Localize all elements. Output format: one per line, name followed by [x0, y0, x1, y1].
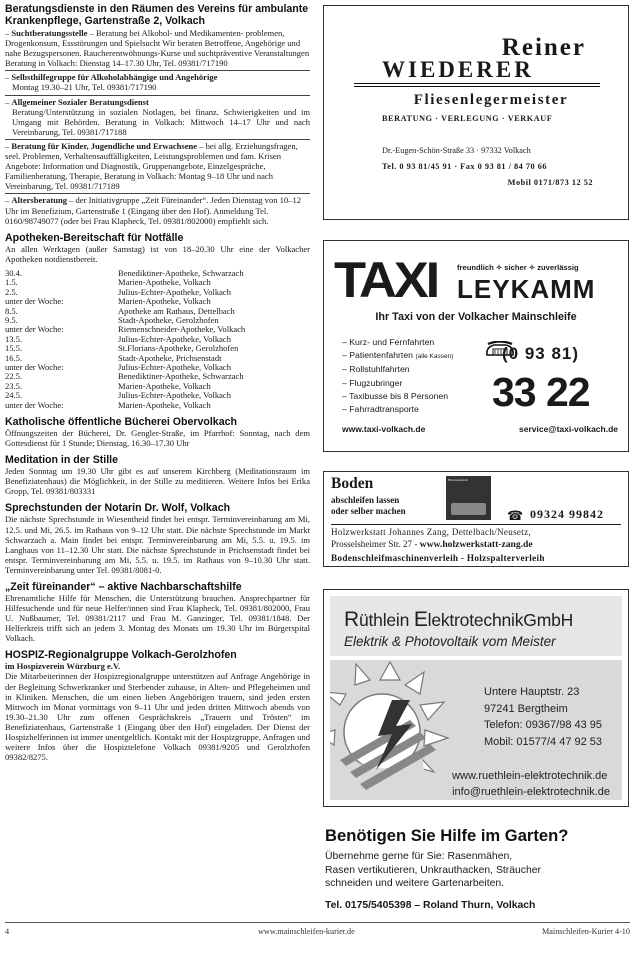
divider: [5, 95, 310, 96]
ad-wiederer: [323, 5, 629, 220]
divider: [354, 83, 600, 84]
ad-name-first: Reiner: [501, 34, 586, 61]
list-item: – Suchtberatungsstelle – Beratung bei Alkohol- und Medikamenten- problemen, Drogenkonsum, Essstörungen und Spielsucht Wir beraten Betroffene, Angehörige und nahe Bezugspersonen. Raucherentwöhnungs-Kurse und suchtpräventive Veranstaltungen Beratung in Volkach: Dienstag 14–17.30 Uhr, Tel. 09381/717190: [5, 28, 310, 69]
taxi-claim: freundlich ✧ sicher ✧ zuverlässig: [457, 263, 579, 272]
pharmacy-name: Julius-Echter-Apotheke, Volkach: [118, 361, 231, 372]
pharmacy-name: Riemenschneider-Apotheke, Volkach: [118, 324, 246, 335]
list-item: – Selbsthilfegruppe für Alkoholabhängige und Angehörige Montag 19.30–21 Uhr, Tel. 09381/717190: [5, 72, 218, 93]
list-item: – Rollstuhlfahrten: [342, 363, 453, 376]
ad-header: [330, 596, 622, 656]
pharmacy-name: Benediktiner-Apotheke, Schwarzach: [118, 371, 244, 382]
pharmacy-date: 13.5.: [5, 333, 23, 344]
ad-mobile: Mobil 0171/873 12 52: [507, 178, 593, 187]
pharmacy-name: Marien-Apotheke, Volkach: [118, 380, 211, 391]
paragraph: Jeden Sonntag um 19.30 Uhr gibt es auf unserem Kirchberg (Meditationsraum im Benefiziatenhaus) die Möglichkeit, in der Stille zu meditieren. Weitere Infos bei Erika Gropp, Tel. 09381/803331: [5, 466, 310, 497]
pharmacy-name: Apotheke am Rathaus, Dettelbach: [118, 305, 235, 316]
pharmacy-date: 22.5.: [5, 371, 23, 382]
pharmacy-date: 24.5.: [5, 390, 23, 401]
pharmacy-name: Marien-Apotheke, Volkach: [118, 296, 211, 307]
ad-phone: Tel. 0 93 81/45 91 · Fax 0 93 81 / 84 70 66: [382, 162, 548, 171]
list-item: – Fahrradtransporte: [342, 403, 453, 416]
list-item: – Patientenfahrten (alle Kassen): [342, 349, 453, 363]
company-address: Untere Hauptstr. 23 97241 Bergtheim Telefon: 09367/98 43 95 Mobil: 01577/4 47 92 53: [484, 686, 603, 748]
ad-trade: Fliesenlegermeister: [413, 92, 569, 108]
pharmacy-name: Marien-Apotheke, Volkach: [118, 277, 211, 288]
pharmacy-name: Stadt-Apotheke, Prichsenstadt: [118, 352, 222, 363]
ad-services: BERATUNG · VERLEGUNG · VERKAUF: [382, 114, 553, 123]
ad-body: [330, 660, 622, 800]
section-heading-beratung: Beratungsdienste in den Räumen des Vereins für ambulante Krankenpflege, Gartenstraße 2, Volkach: [5, 3, 309, 27]
pharmacy-date: 23.5.: [5, 380, 23, 391]
section-heading-apotheken: Apotheken-Bereitschaft für Notfälle: [5, 231, 184, 244]
ad-name-last: WIEDERER: [382, 57, 534, 82]
section-heading-notarin: Sprechstunden der Notarin Dr. Wolf, Volkach: [5, 502, 231, 515]
list-item: – Kurz- und Fernfahrten: [342, 336, 453, 349]
divider: [5, 922, 630, 923]
section-heading-zeit-fureinander: „Zeit füreinander“ – aktive Nachbarschaftshilfe: [5, 581, 242, 593]
footer-issue: Mainschleifen-Kurier 4-10: [542, 927, 630, 936]
taxi-logo: TAXI: [334, 252, 438, 308]
left-column: [5, 3, 310, 762]
pharmacy-date: unter der Woche:: [5, 361, 64, 372]
list-item: – Allgemeiner Sozialer Beratungsdienst Beratung/Unterstützung in sozialen Notlagen, bei finanz. Schwierigkeiten und im Umgang mit Behörden. Beratung in Volkach: Mittwoch 14–17 Uhr und nach Vereinbarung, Tel. 09381/717188: [5, 96, 310, 137]
pharmacy-name: Julius-Echter-Apotheke, Volkach: [118, 390, 231, 401]
pharmacy-date: unter der Woche:: [5, 399, 64, 410]
pharmacy-date: unter der Woche:: [5, 296, 64, 307]
pharmacy-name: Julius-Echter-Apotheke, Volkach: [118, 286, 231, 297]
ad-phone: Tel. 0175/5405398 – Roland Thurn, Volkach: [325, 899, 536, 911]
pharmacy-table: [5, 269, 310, 410]
ad-subtitle: abschleifen lassen oder selber machen: [331, 495, 406, 516]
footer-url: www.mainschleifen-kurier.de: [258, 927, 355, 936]
company-tagline: Elektrik & Photovoltaik vom Meister: [344, 634, 556, 649]
phone-icon: ☎: [507, 508, 524, 523]
list-item: – Flugzubringer: [342, 377, 453, 390]
section-subtitle: im Hospizverein Würzburg e.V.: [5, 661, 121, 672]
pharmacy-date: 1.5.: [5, 277, 18, 288]
ad-phone: 09324 99842: [530, 507, 604, 521]
taxi-website: www.taxi-volkach.de: [342, 424, 426, 434]
floor-sander-image: Holzwerkstatt: [446, 476, 491, 520]
pharmacy-name: St.Florians-Apotheke, Gerolzhofen: [118, 343, 239, 354]
ad-footer: Bodenschleifmaschinenverleih - Holzspalterverleih: [331, 553, 545, 563]
pharmacy-date: 2.5.: [5, 286, 18, 297]
ad-title: Boden: [331, 475, 374, 492]
divider: [331, 524, 621, 525]
ad-boden: [323, 471, 629, 567]
divider: [5, 70, 310, 71]
pharmacy-date: unter der Woche:: [5, 324, 64, 335]
divider: [5, 193, 310, 194]
taxi-phone-prefix: (0 93 81): [502, 344, 580, 363]
taxi-service-list: [342, 336, 453, 416]
section-heading-buecherei: Katholische öffentliche Bücherei Obervolkach: [5, 415, 237, 428]
section-heading-meditation: Meditation in der Stille: [5, 454, 119, 467]
section-heading-hospiz: HOSPIZ-Regionalgruppe Volkach-Gerolzhofen: [5, 649, 237, 662]
pharmacy-name: Benediktiner-Apotheke, Schwarzach: [118, 267, 244, 278]
table-row: [5, 401, 310, 410]
company-contact: www.ruethlein-elektrotechnik.de info@ruethlein-elektrotechnik.de: [452, 770, 610, 798]
ad-body: Übernehme gerne für Sie: Rasenmähen, Rasen vertikutieren, Unkrauthacken, Sträucher schneiden und weitere Gartenarbeiten.: [325, 851, 542, 889]
list-item: – Altersberatung – der Initiativgruppe „Zeit Füreinander“. Jeden Dienstag von 10–12 Uhr im Benefizium, Gartenstraße 1 (Eingang über den Hof). Anmeldung Tel. 0160/98749077 (oder bei Frau Klapheck, Tel. 09381/802000) empfiehlt sich.: [5, 195, 301, 226]
company-name: Rüthlein ElektrotechnikGmbH: [344, 608, 574, 631]
pharmacy-name: Marien-Apotheke, Volkach: [118, 399, 211, 410]
paragraph: Öffnungszeiten der Bücherei, Dr. Gengler-Straße, im Pfarrhof: Sonntag, nach dem Gottesdienst für 1 Stunde; Dienstag, 16.30–17.30 Uhr: [5, 427, 310, 449]
ad-taxi: [323, 240, 629, 452]
list-item: – Beratung für Kinder, Jugendliche und Erwachsene – bei allg. Erziehungsfragen, seel. Problemen, Verhaltensauffälligkeiten, Leistungsproblemen und fam. Krisen Angebote: Information und Diagnostik, Gruppenangebote, Einzelgespräche, Familienberatung, Therapie, Beratung in Volkach: Montag 9–18 Uhr und nach Vereinbarung, Tel. 09381/717189: [5, 140, 298, 192]
ad-title: Benötigen Sie Hilfe im Garten?: [325, 826, 569, 845]
ad-address: Dr.-Eugen-Schön-Straße 33 · 97332 Volkach: [382, 146, 531, 155]
taxi-phone: 33 22: [492, 369, 590, 415]
list-item: – Taxibusse bis 8 Personen: [342, 390, 453, 403]
sun-icon: [330, 660, 470, 800]
taxi-name: LEYKAMM: [457, 274, 596, 304]
ad-garten: [325, 826, 631, 911]
paragraph: An allen Werktagen (außer Samstag) ist von 18–20.30 Uhr eine der Volkacher Apotheken notdienstbereit.: [5, 243, 310, 264]
taxi-subtitle: Ihr Taxi von der Volkacher Mainschleife: [375, 311, 577, 323]
pharmacy-date: 9.5.: [5, 314, 18, 325]
taxi-email: service@taxi-volkach.de: [518, 424, 618, 434]
paragraph: Die nächste Sprechstunde in Wiesentheid findet bei entspr. Terminvereinbarung am Mi, 12.5. und Mi, 26.5. im Rathaus von 9–12 Uhr statt. Die nächste Sprechstunde im Markt Schwarzach a. Main findet bei entspr. Terminvereinbarung am Mi, 5.5. u. 19.5. im Langhaus von 11–12.30 Uhr statt. Die nächste Sprechstunde in Prichsenstadt findet bei entspr. Terminvereinbarung am Mi, 5.5. u. 19.5. im Rathaus von 9–10.30 Uhr statt. Terminvereinbarung unter Tel. 09381/8081-0.: [5, 514, 310, 575]
pharmacy-name: Stadt-Apotheke, Gerolzhofen: [118, 314, 219, 325]
divider: [354, 86, 600, 87]
pharmacy-date: 30.4.: [5, 267, 23, 278]
ad-ruthlein: [323, 589, 629, 807]
pharmacy-date: 8.5.: [5, 305, 18, 316]
pharmacy-name: Julius-Echter-Apotheke, Volkach: [118, 333, 231, 344]
divider: [5, 139, 310, 140]
pharmacy-date: 16.5.: [5, 352, 23, 363]
ad-address-2: Prosselsheimer Str. 27 - www.holzwerkstatt-zang.de: [331, 539, 533, 550]
paragraph: Die Mitarbeiterinnen der Hospizregionalgruppe unterstützen auf Anfrage Angehörige in der Begleitung Schwerkranker und Sterbender zuhause, in Alten- und Pflegeheimen und in Kliniken. Menschen, die um einen lieben Angehörigen trauern, sind jeden ersten Mittwoch im Monat vormittags von 9–11 Uhr und jeden dritten Mittwoch abends von 19.30–21.30 Uhr zum offenen Gesprächskreis „Trauern und Trösten“ im Benefiziatenhaus, Gartenstraße 1 (Eingang über den Hof) eingeladen. Der Dienst der Hospizhelferinnen ist immer unentgeltlich. Kontakt mit der Hospizgruppe, Anfragen und weitere Infos über die Hospiztelefone Volkach 09381/9205 und Gerolzhofen 09382/8275.: [5, 671, 310, 763]
paragraph: Ehrenamtliche Hilfe für Menschen, die Unterstützung brauchen. Ansprechpartner für Hilfesuchende und für neue Helfer/innen sind Frau Klapheck, Tel. 09381/802000, Frau U. Nußbaumer, Tel. 09381/2117 und Frau M. Ganzinger, Tel. 09381/1848. Der Helferkreis trifft sich an jedem 3. Montag des Monats um 19.30 Uhr im Bürgerspital Volkach.: [5, 593, 310, 644]
ad-address: Holzwerkstatt Johannes Zang, Dettelbach/Neusetz,: [331, 527, 531, 537]
pharmacy-date: 15.5.: [5, 343, 23, 354]
page-number: 4: [5, 927, 10, 936]
